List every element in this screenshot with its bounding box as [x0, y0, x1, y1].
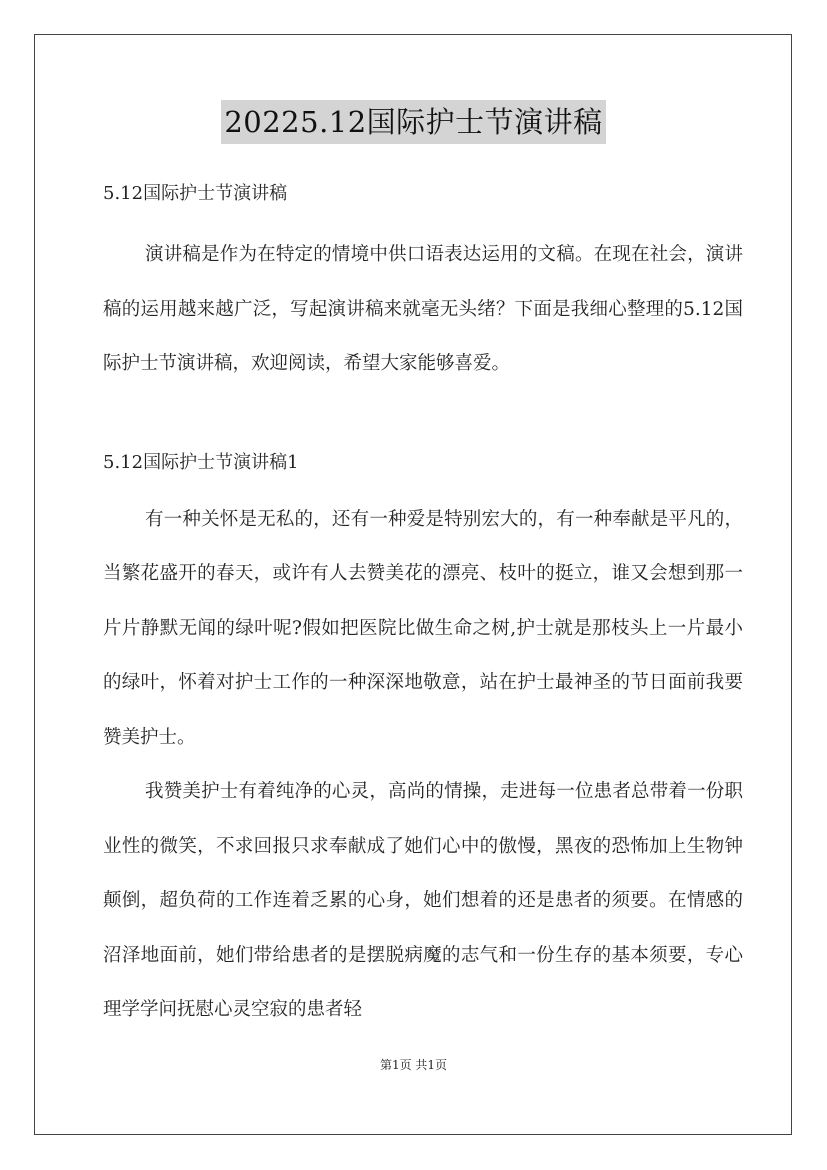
page-footer: 第1页 共1页	[379, 1058, 448, 1072]
intro-paragraph: 演讲稿是作为在特定的情境中供口语表达运用的文稿。在现在社会，演讲稿的运用越来越广泛，写起演讲稿来就毫无头绪？下面是我细心整理的5.12国际护士节演讲稿，欢迎阅读，希望大家能够喜爱。	[103, 244, 743, 374]
document-body	[103, 174, 743, 1038]
body-paragraph: 我赞美护士有着纯净的心灵，高尚的情操，走进每一位患者总带着一份职业性的微笑，不求回报只求奉献成了她们心中的傲慢，黑夜的恐怖加上生物钟颠倒，超负荷的工作连着乏累的心身，她们想着的还是患者的须要。在情感的沼泽地面前，她们带给患者的是摆脱病魔的志气和一份生存的基本须要，专心理学学问抚慰心灵空寂的患者轻	[103, 781, 743, 1020]
subtitle: 5.12国际护士节演讲稿	[103, 183, 288, 204]
title-container	[0, 100, 827, 144]
body-paragraph: 有一种关怀是无私的，还有一种爱是特别宏大的，有一种奉献是平凡的，当繁花盛开的春天，或许有人去赞美花的漂亮、枝叶的挺立，谁又会想到那一片片静默无闻的绿叶呢?假如把医院比做生命之树,护士就是那枝头上一片最小的绿叶，怀着对护士工作的一种深深地敬意，站在护士最神圣的节日面前我要赞美护士。	[103, 508, 743, 748]
document-title: 20225.12国际护士节演讲稿	[221, 100, 605, 144]
section-heading: 5.12国际护士节演讲稿1	[103, 451, 299, 473]
section-spacer	[103, 392, 743, 443]
